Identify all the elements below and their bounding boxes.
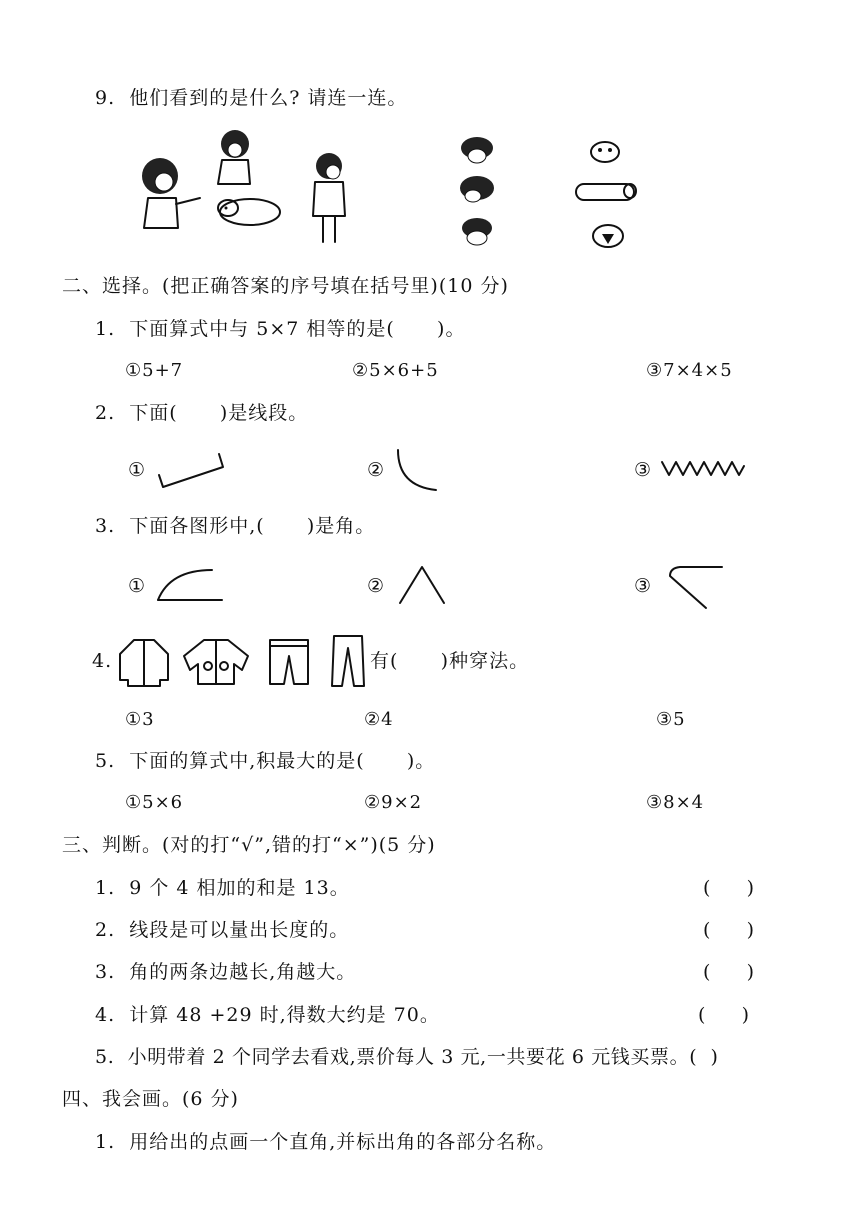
arc-shape [156,566,228,606]
children-animal-illustration [138,128,288,246]
judge-item-4-text: 4. 计算 48 +29 时,得数大约是 70。 [95,1004,440,1026]
choice-q3-label-2: ② [367,575,385,597]
choice-q2-label-2: ② [367,459,385,481]
judge-item-3-answer-box[interactable]: ( ) [703,961,755,983]
judge-item-4-answer-box[interactable]: ( ) [698,1004,750,1026]
choice-q1-text: 1. 下面算式中与 5×7 相等的是( )。 [95,318,466,340]
choice-q4-option-3: ③5 [656,709,686,730]
choice-q5-text: 5. 下面的算式中,积最大的是( )。 [95,750,436,772]
boy-standing-illustration [305,150,355,246]
judge-item-1-answer-box[interactable]: ( ) [703,877,755,899]
choice-q4-option-2: ②4 [364,709,394,730]
choice-q1-option-3: ③7×4×5 [646,360,733,381]
draw-q1-text: 1. 用给出的点画一个直角,并标出角的各部分名称。 [95,1131,557,1153]
jacket-1-icon [116,636,172,688]
choice-q5-option-3: ③8×4 [646,792,705,813]
choice-q2-label-1: ① [128,459,146,481]
head-views-column [455,134,500,250]
curved-line-shape [394,446,444,494]
choice-q4-text: 有( )种穿法。 [370,650,530,672]
choice-q3-label-1: ① [128,575,146,597]
judge-item-5-text: 5. 小明带着 2 个同学去看戏,票价每人 3 元,一共要花 6 元钱买票。( ) [95,1046,719,1068]
section-4-heading: 四、我会画。(6 分) [62,1088,239,1110]
choice-q1-option-2: ②5×6+5 [352,360,439,381]
wavy-line-shape [660,458,746,480]
choice-q3-label-3: ③ [634,575,652,597]
judge-item-2-text: 2. 线段是可以量出长度的。 [95,919,350,941]
choice-q1-option-1: ①5+7 [125,360,184,381]
section-2-heading: 二、选择。(把正确答案的序号填在括号里)(10 分) [62,275,509,297]
choice-q2-text: 2. 下面( )是线段。 [95,402,309,424]
shorts-icon [266,636,312,688]
trousers-icon [328,632,368,690]
choice-q5-option-1: ①5×6 [125,792,184,813]
choice-q4-option-1: ①3 [125,709,155,730]
judge-item-2-answer-box[interactable]: ( ) [703,919,755,941]
jacket-2-icon [180,636,252,688]
angle-shape [398,563,450,605]
choice-q5-option-2: ②9×2 [364,792,423,813]
curved-corner-shape [666,564,726,612]
choice-q3-text: 3. 下面各图形中,( )是角。 [95,515,376,537]
animal-views-column [572,138,642,254]
judge-item-1-text: 1. 9 个 4 相加的和是 13。 [95,877,350,899]
question-9-text: 9. 他们看到的是什么? 请连一连。 [95,87,408,109]
zigzag-open-shape [155,450,225,490]
judge-item-3-text: 3. 角的两条边越长,角越大。 [95,961,357,983]
choice-q2-label-3: ③ [634,459,652,481]
choice-q4-prefix: 4. [92,650,113,672]
section-3-heading: 三、判断。(对的打“√”,错的打“×”)(5 分) [62,834,436,856]
